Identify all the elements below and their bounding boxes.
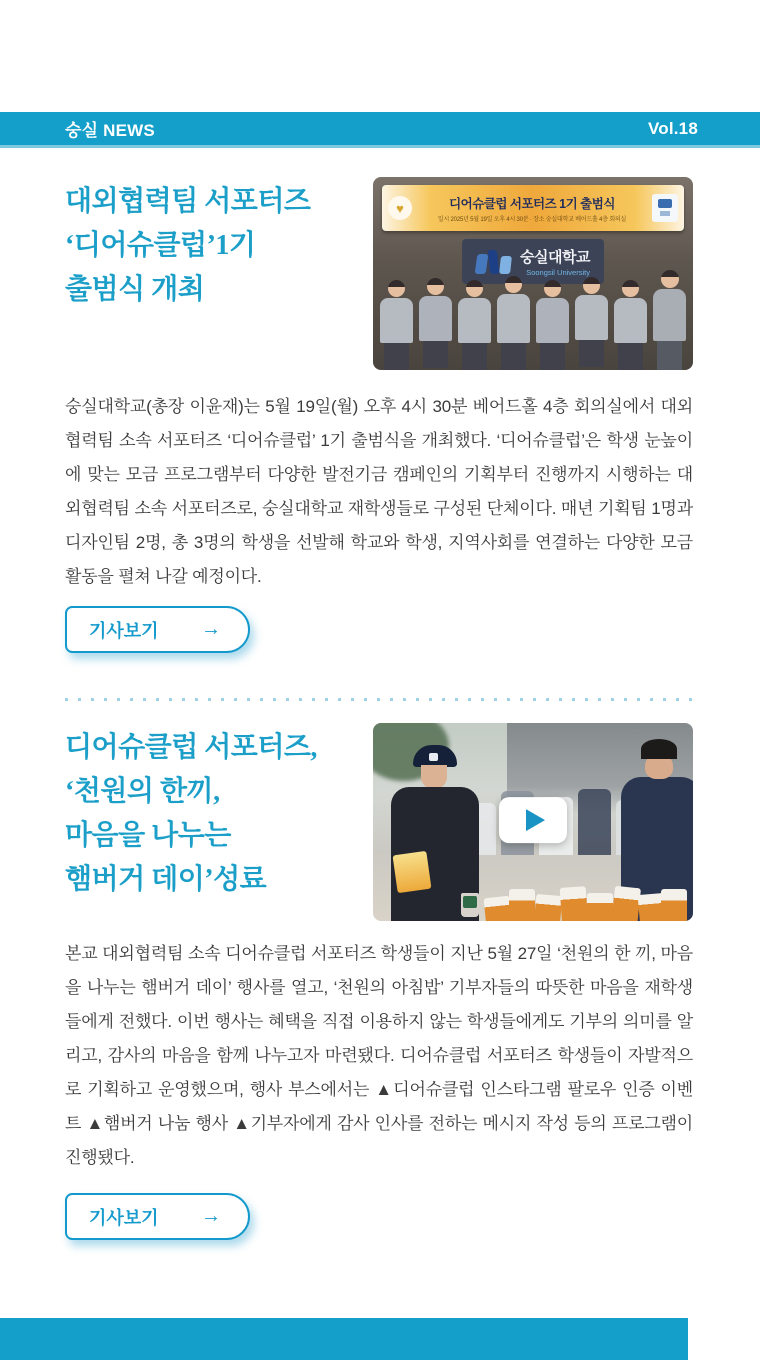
article-1-read-more-button[interactable] <box>65 606 250 653</box>
article-1-title: 대외협력팀 서포터즈 ‘디어슈클럽’1기 출범식 개최 <box>65 186 311 305</box>
newsletter-content <box>0 148 760 1240</box>
dotted-divider <box>65 698 693 701</box>
arrow-right-icon: → <box>201 618 221 640</box>
play-icon <box>526 809 545 831</box>
article-2-title: 디어슈클럽 서포터즈, ‘천원의 한끼, 마음을 나누는 햄버거 데이’성료 <box>65 732 317 895</box>
read-more-label: 기사보기 <box>89 620 159 641</box>
person-figure <box>575 277 608 367</box>
play-button[interactable] <box>499 797 567 843</box>
person-figure <box>419 278 452 368</box>
newsletter-brand: 숭실 NEWS <box>65 121 155 140</box>
article-2-read-more-button[interactable] <box>65 1193 250 1240</box>
person-figure <box>653 270 686 370</box>
hamburger-bags <box>485 869 685 921</box>
event-banner <box>382 185 684 231</box>
article-1-header-row <box>65 177 693 370</box>
wall-brand-english: Soongsil University <box>526 268 590 277</box>
person-figure <box>614 280 647 370</box>
arrow-right-icon: → <box>201 1205 221 1227</box>
student-with-cap-figure <box>387 745 479 921</box>
event-banner-title: 디어슈클럽 서포터즈 1기 출범식 <box>449 196 615 211</box>
event-banner-text <box>412 194 652 223</box>
event-banner-info: 일시 2025년 5월 19일 오후 4시 30분 · 장소 숭실대학교 베어드홀 4층 회의실 <box>437 216 627 223</box>
read-more-label: 기사보기 <box>89 1207 159 1228</box>
newsletter-header-bar <box>0 112 760 148</box>
person-figure <box>458 280 491 370</box>
university-logo-icon <box>652 194 678 222</box>
group-photo-people <box>373 270 693 370</box>
article-2-body: 본교 대외협력팀 소속 디어슈클럽 서포터즈 학생들이 지난 5월 27일 ‘천원의 한 끼, 마음을 나누는 햄버거 데이’ 행사를 열고, ‘천원의 아침밥’ 기부자들의 따뜻한 마음을 재학생들에게 전했다. 이번 행사는 혜택을 직접 이용하지 않는 학생들에게도 기부의 의미를 알리고, 감사의 마음을 함께 나누고자 마련됐다. 디어슈클럽 서포터즈 학생들이 자발적으로 기획하고 운영했으며, 행사 부스에서는 ▲디어슈클럽 인스타그램 팔로우 인증 이벤트 ▲햄버거 나눔 행사 ▲기부자에게 감사 인사를 전하는 메시지 작성 등의 프로그램이 진행됐다. <box>65 944 693 1167</box>
volume-label: Vol.18 <box>647 118 698 138</box>
person-figure <box>380 280 413 370</box>
article-2-header-row <box>65 723 693 921</box>
person-figure <box>497 276 530 370</box>
footer-bar <box>0 1318 688 1360</box>
article-1-photo[interactable] <box>373 177 693 370</box>
article-1-body: 숭실대학교(총장 이윤재)는 5월 19일(월) 오후 4시 30분 베어드홀 4층 회의실에서 대외협력팀 소속 서포터즈 ‘디어슈클럽’ 1기 출범식을 개최했다. ‘디어슈클럽’은 학생 눈높이에 맞는 모금 프로그램부터 다양한 발전기금 캠페인의 기획부터 진행까지 시행하는 대외협력팀 소속 서포터즈로, 숭실대학교 재학생들로 구성된 단체이다. 매년 기획팀 1명과 디자인팀 2명, 총 3명의 학생을 선발해 학교와 학생, 지역사회를 연결하는 다양한 모금 활동을 펼쳐 나갈 예정이다. <box>65 397 693 586</box>
wall-brand-korean: 숭실대학교 <box>520 249 590 266</box>
article-2-video-thumbnail[interactable] <box>373 723 693 921</box>
person-figure <box>536 280 569 370</box>
club-heart-logo-icon: ♥ <box>388 196 412 220</box>
